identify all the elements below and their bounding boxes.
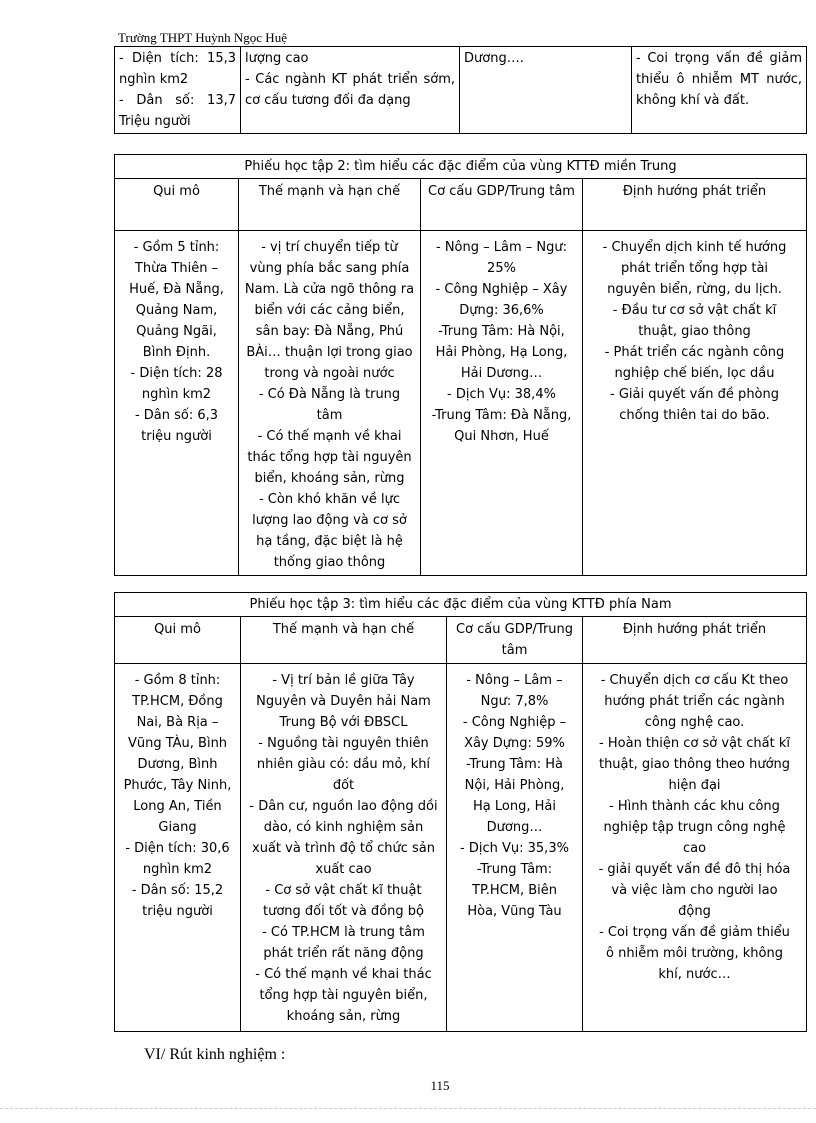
header-scale: Qui mô bbox=[115, 617, 241, 664]
text-line: Dương, Bình bbox=[137, 757, 218, 772]
text-line: - Các ngành KT phát triển sớm, cơ cấu tương đối đa dạng bbox=[245, 72, 455, 108]
scale-cell bbox=[115, 231, 239, 576]
text-line: thống giao thông bbox=[273, 555, 386, 570]
text-line: - Dân số: 13,7 Triệu người bbox=[119, 93, 236, 129]
text-line: TP.HCM, Đồng bbox=[132, 694, 223, 709]
text-line: biển với các cảng biển, bbox=[254, 303, 405, 318]
text-line: - Cơ sở vật chất kĩ thuật bbox=[265, 883, 422, 898]
text-line: - Còn khó khăn về lực bbox=[258, 492, 400, 507]
text-line: - Dân số: 15,2 bbox=[131, 883, 224, 898]
text-line: chống thiên tai do bão. bbox=[619, 408, 770, 423]
scale-cell bbox=[115, 664, 241, 1032]
text-line: 25% bbox=[487, 261, 516, 276]
text-line: lượng lao động và cơ sở bbox=[252, 513, 407, 528]
text-line: - Nguồng tài nguyên thiên bbox=[258, 736, 429, 751]
text-line: Nam. Là cửa ngõ thông ra bbox=[244, 282, 415, 297]
text-line: công nghệ cao. bbox=[644, 715, 745, 730]
text-line: lượng cao bbox=[245, 51, 309, 66]
worksheet-3-table bbox=[114, 592, 807, 1032]
text-line: Thừa Thiên – bbox=[134, 261, 219, 276]
text-line: - Có thế mạnh về khai bbox=[257, 429, 402, 444]
text-line: Dương…. bbox=[464, 51, 524, 66]
text-line: Nội, Hải Phòng, bbox=[464, 778, 565, 793]
text-line: - Dân số: 6,3 bbox=[134, 408, 219, 423]
cont-col-1 bbox=[115, 47, 241, 134]
cont-col-3 bbox=[460, 47, 632, 134]
text-line: - Coi trọng vấn đề giảm thiểu ô nhiễm MT nước, không khí và đất. bbox=[636, 51, 802, 108]
text-line: - Gồm 5 tỉnh: bbox=[133, 240, 220, 255]
text-line: Nai, Bà Rịa – bbox=[136, 715, 219, 730]
text-line: triệu người bbox=[142, 904, 213, 919]
direction-cell bbox=[583, 231, 807, 576]
text-line: thuật, giao thông theo hướng bbox=[598, 757, 791, 772]
text-line: Quảng Nam, bbox=[135, 303, 218, 318]
gdp-cell bbox=[447, 664, 583, 1032]
text-line: Giang bbox=[158, 820, 197, 835]
header-scale: Qui mô bbox=[115, 179, 239, 231]
text-line: Qui Nhơn, Huế bbox=[454, 429, 549, 444]
text-line: nhiên giàu có: dầu mỏ, khí bbox=[256, 757, 431, 772]
text-line: Quảng Ngãi, bbox=[136, 324, 217, 339]
text-line: trong và ngoài nước bbox=[264, 366, 395, 381]
text-line: động bbox=[678, 904, 711, 919]
text-line: khoáng sản, rừng bbox=[286, 1009, 401, 1024]
text-line: - vị trí chuyển tiếp từ bbox=[261, 240, 398, 255]
text-line: - Giải quyết vấn đề phòng bbox=[610, 387, 779, 402]
strengths-cell bbox=[239, 231, 421, 576]
text-line: TP.HCM, Biên bbox=[472, 883, 557, 898]
cont-col-4 bbox=[632, 47, 807, 134]
page-number: 115 bbox=[430, 1078, 450, 1093]
text-line: Phước, Tây Ninh, bbox=[123, 778, 232, 793]
worksheet-3-title: Phiếu học tập 3: tìm hiểu các đặc điểm của vùng KTTĐ phía Nam bbox=[115, 593, 807, 617]
text-line: - Hoàn thiện cơ sở vật chất kĩ bbox=[599, 736, 790, 751]
text-line: - Dịch Vụ: 35,3% bbox=[460, 841, 569, 856]
worksheet-2-table bbox=[114, 154, 807, 576]
text-line: vùng phía bắc sang phía bbox=[249, 261, 410, 276]
text-line: phát triển tổng hợp tài bbox=[620, 261, 769, 276]
text-line: cao bbox=[682, 841, 707, 856]
text-line: và việc làm cho người lao bbox=[611, 883, 778, 898]
text-line: -Trung Tâm: Hà bbox=[465, 757, 564, 772]
text-line: - Coi trọng vấn đề giảm thiểu bbox=[599, 925, 790, 940]
text-line: - Dân cư, nguồn lao động dồi bbox=[249, 799, 438, 814]
text-line: dào, có kinh nghiệm sản bbox=[263, 820, 424, 835]
text-line: thuật, giao thông bbox=[638, 324, 751, 339]
header-strengths: Thế mạnh và hạn chế bbox=[241, 617, 447, 664]
text-line: khí, nước… bbox=[658, 967, 731, 982]
text-line: - Nông – Lâm – bbox=[466, 673, 563, 688]
text-line: xuất cao bbox=[315, 862, 372, 877]
text-line: Dương… bbox=[486, 820, 543, 835]
text-line: nghìn km2 bbox=[141, 387, 212, 402]
text-line: - Có TP.HCM là trung tâm bbox=[262, 925, 425, 940]
gdp-cell bbox=[421, 231, 583, 576]
header-gdp: Cơ cấu GDP/Trung tâm bbox=[421, 179, 583, 231]
text-line: Long An, Tiền bbox=[133, 799, 222, 814]
text-line: -Trung Tâm: Hà Nội, bbox=[438, 324, 565, 339]
text-line: - Đầu tư cơ sở vật chất kĩ bbox=[612, 303, 777, 318]
text-line: Ngư: 7,8% bbox=[480, 694, 549, 709]
text-line: - Hình thành các khu công bbox=[609, 799, 780, 814]
text-line: - Gồm 8 tỉnh: bbox=[134, 673, 221, 688]
text-line: - Công Nghiệp – Xây bbox=[435, 282, 568, 297]
text-line: hạ tầng, đặc biệt là hệ bbox=[256, 534, 403, 549]
header-gdp: Cơ cấu GDP/Trung tâm bbox=[447, 617, 583, 664]
text-line: sân bay: Đà Nẵng, Phú bbox=[255, 324, 404, 339]
text-line: - Diện tích: 15,3 nghìn km2 bbox=[119, 51, 236, 87]
text-line: biển, khoáng sản, rừng bbox=[254, 471, 405, 486]
text-line: - Có thế mạnh về khai thác bbox=[255, 967, 432, 982]
text-line: xuất và trình độ tổ chức sản bbox=[252, 841, 435, 856]
text-line: Hòa, Vũng Tàu bbox=[467, 904, 562, 919]
text-line: hiện đại bbox=[668, 778, 721, 793]
header-direction: Định hướng phát triển bbox=[583, 617, 807, 664]
strengths-cell bbox=[241, 664, 447, 1032]
text-line: BÀi… thuận lợi trong giao bbox=[246, 345, 413, 360]
text-line: Hải Phòng, Hạ Long, bbox=[435, 345, 568, 360]
text-line: -Trung Tâm: bbox=[476, 862, 553, 877]
text-line: Vũng TÀu, Bình bbox=[127, 736, 228, 751]
text-line: - Dịch Vụ: 38,4% bbox=[447, 387, 556, 402]
text-line: Bình Định. bbox=[142, 345, 211, 360]
text-line: Nguyên và Duyên hải Nam bbox=[256, 694, 431, 709]
continuation-table bbox=[114, 46, 807, 134]
text-line: - Diện tích: 30,6 bbox=[125, 841, 230, 856]
text-line: nghiệp chế biến, lọc dầu bbox=[614, 366, 775, 381]
text-line: Huế, Đà Nẵng, bbox=[129, 282, 224, 297]
text-line: phát triển rất năng động bbox=[263, 946, 424, 961]
text-line: triệu người bbox=[141, 429, 212, 444]
text-line: ô nhiễm môi trường, không bbox=[606, 946, 783, 961]
text-line: - Chuyển dịch cơ cấu Kt theo bbox=[600, 673, 789, 688]
text-line: Hạ Long, Hải bbox=[473, 799, 556, 814]
text-line: hướng phát triển các ngành bbox=[604, 694, 785, 709]
text-line: - Phát triển các ngành công bbox=[604, 345, 785, 360]
text-line: Dựng: 36,6% bbox=[459, 303, 544, 318]
text-line: nguyên biển, rừng, du lịch. bbox=[607, 282, 782, 297]
text-line: - Vị trí bản lề giữa Tây bbox=[272, 673, 415, 688]
direction-cell bbox=[583, 664, 807, 1032]
worksheet-2-title: Phiếu học tập 2: tìm hiểu các đặc điểm của vùng KTTĐ miền Trung bbox=[115, 155, 807, 179]
text-line: - Có Đà Nẵng là trung bbox=[258, 387, 401, 402]
text-line: Xây Dựng: 59% bbox=[464, 736, 565, 751]
text-line: Hải Dương… bbox=[460, 366, 543, 381]
lessons-learned-heading: VI/ Rút kinh nghiệm : bbox=[144, 1046, 286, 1063]
text-line: tổng hợp tài nguyên biển, bbox=[259, 988, 428, 1003]
text-line: nghìn km2 bbox=[142, 862, 213, 877]
page-bottom-rule bbox=[0, 1108, 816, 1109]
text-line: - giải quyết vấn đề đô thị hóa bbox=[598, 862, 791, 877]
header-strengths: Thế mạnh và hạn chế bbox=[239, 179, 421, 231]
text-line: - Công Nghiệp – bbox=[462, 715, 567, 730]
text-line: - Diện tích: 28 bbox=[130, 366, 223, 381]
text-line: đốt bbox=[332, 778, 355, 793]
school-header: Trường THPT Huỳnh Ngọc Huệ bbox=[118, 30, 287, 45]
header-direction: Định hướng phát triển bbox=[583, 179, 807, 231]
cont-col-2 bbox=[241, 47, 460, 134]
text-line: tâm bbox=[316, 408, 343, 423]
text-line: thác tổng hợp tài nguyên bbox=[247, 450, 412, 465]
text-line: nghiệp tập trugn công nghệ bbox=[603, 820, 786, 835]
text-line: -Trung Tâm: Đà Nẵng, bbox=[431, 408, 572, 423]
text-line: - Nông – Lâm – Ngư: bbox=[436, 240, 567, 255]
text-line: - Chuyển dịch kinh tế hướng bbox=[602, 240, 787, 255]
text-line: tương đối tốt và đồng bộ bbox=[263, 904, 424, 919]
text-line: Trung Bộ với ĐBSCL bbox=[279, 715, 408, 730]
